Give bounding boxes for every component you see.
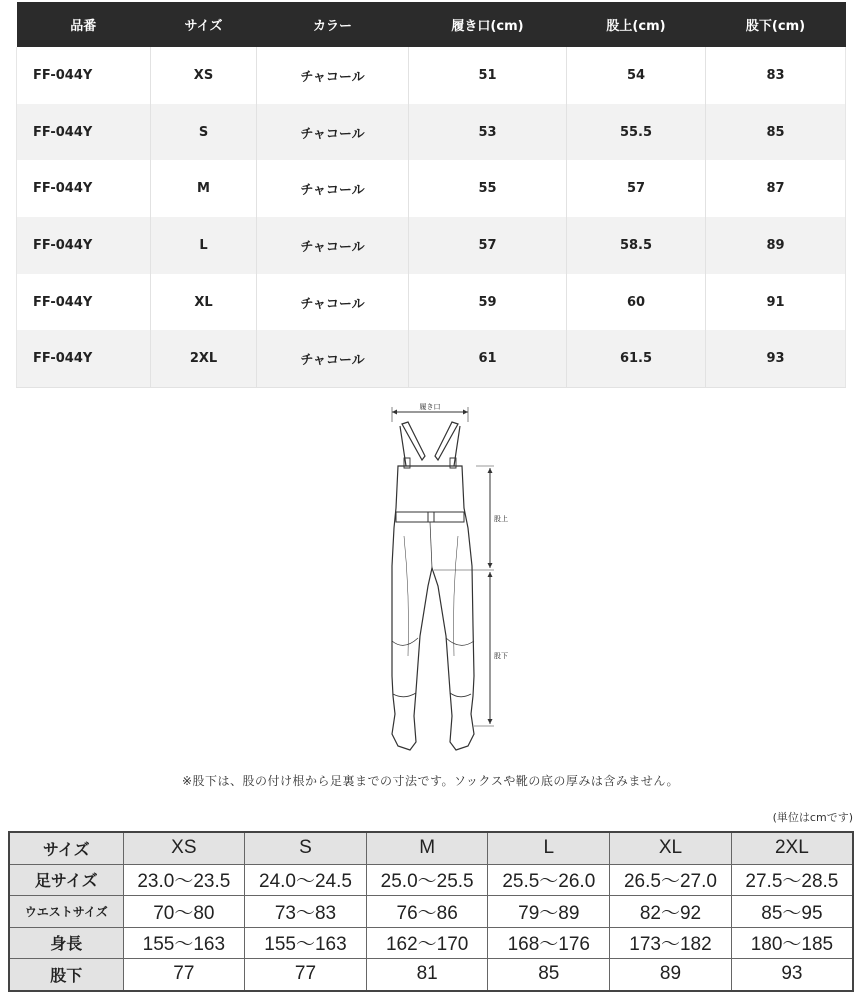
inseam-cell: 85 [706, 104, 846, 161]
size-cell: S [151, 104, 257, 161]
size-cell: XS [151, 47, 257, 104]
rise-cell: 54 [567, 47, 706, 104]
spec-header-opening: 履き口(cm) [409, 2, 567, 47]
color-cell: チャコール [257, 47, 409, 104]
size-cell: XL [151, 274, 257, 331]
opening-cell: 59 [409, 274, 567, 331]
row-label: ウエストサイズ [9, 896, 123, 928]
opening-cell: 51 [409, 47, 567, 104]
inseam-cell: 87 [706, 160, 846, 217]
size-chart-header-row [9, 832, 853, 864]
size-chart-header-label: サイズ [9, 832, 123, 864]
product-code-cell: FF-044Y [17, 104, 151, 161]
color-cell: チャコール [257, 274, 409, 331]
rise-cell: 55.5 [567, 104, 706, 161]
inseam-note: ※股下は、股の付け根から足裏までの寸法です。ソックスや靴の底の厚みは含みません。 [181, 774, 680, 788]
rise-cell: 57 [567, 160, 706, 217]
size-chart-header-l: L [488, 832, 610, 864]
inseam-cell: 83 [706, 47, 846, 104]
value-cell: 25.0～25.5 [366, 864, 488, 896]
size-chart-header-xs: XS [123, 832, 245, 864]
size-chart-header-2xl: 2XL [731, 832, 853, 864]
table-row [17, 274, 846, 331]
value-cell: 82～92 [610, 896, 732, 928]
table-row [17, 47, 846, 104]
value-cell: 24.0～24.5 [245, 864, 367, 896]
table-row [17, 160, 846, 217]
rise-cell: 58.5 [567, 217, 706, 274]
value-cell: 89 [610, 959, 732, 991]
value-cell: 27.5～28.5 [731, 864, 853, 896]
product-code-cell: FF-044Y [17, 330, 151, 387]
size-chart-table [8, 831, 854, 992]
value-cell: 81 [366, 959, 488, 991]
value-cell: 180～185 [731, 927, 853, 959]
color-cell: チャコール [257, 104, 409, 161]
opening-cell: 57 [409, 217, 567, 274]
spec-table [16, 2, 846, 388]
product-code-cell: FF-044Y [17, 217, 151, 274]
inseam-label: 股下 [494, 652, 508, 660]
value-cell: 76～86 [366, 896, 488, 928]
table-row [17, 104, 846, 161]
foot-size-row [9, 864, 853, 896]
table-row [17, 217, 846, 274]
wader-body-outline [392, 466, 474, 750]
height-row [9, 927, 853, 959]
table-row [17, 330, 846, 387]
spec-header-inseam: 股下(cm) [706, 2, 846, 47]
opening-cell: 61 [409, 330, 567, 387]
value-cell: 162～170 [366, 927, 488, 959]
color-cell: チャコール [257, 160, 409, 217]
suspender-straps [402, 422, 458, 460]
wader-belt [396, 512, 464, 522]
value-cell: 25.5～26.0 [488, 864, 610, 896]
value-cell: 23.0～23.5 [123, 864, 245, 896]
size-chart-header-xl: XL [610, 832, 732, 864]
inseam-row [9, 959, 853, 991]
value-cell: 70～80 [123, 896, 245, 928]
size-cell: M [151, 160, 257, 217]
size-cell: L [151, 217, 257, 274]
value-cell: 173～182 [610, 927, 732, 959]
size-chart-header-m: M [366, 832, 488, 864]
color-cell: チャコール [257, 217, 409, 274]
wader-measurement-diagram [370, 396, 520, 760]
value-cell: 73～83 [245, 896, 367, 928]
row-label: 足サイズ [9, 864, 123, 896]
product-code-cell: FF-044Y [17, 274, 151, 331]
inseam-cell: 89 [706, 217, 846, 274]
rise-cell: 60 [567, 274, 706, 331]
rise-label: 股上 [494, 515, 508, 523]
size-cell: 2XL [151, 330, 257, 387]
spec-header-size: サイズ [151, 2, 257, 47]
value-cell: 79～89 [488, 896, 610, 928]
opening-cell: 53 [409, 104, 567, 161]
value-cell: 168～176 [488, 927, 610, 959]
value-cell: 85 [488, 959, 610, 991]
product-code-cell: FF-044Y [17, 160, 151, 217]
color-cell: チャコール [257, 330, 409, 387]
value-cell: 77 [245, 959, 367, 991]
value-cell: 155～163 [245, 927, 367, 959]
value-cell: 93 [731, 959, 853, 991]
value-cell: 26.5～27.0 [610, 864, 732, 896]
spec-header-row [17, 2, 846, 47]
inseam-cell: 91 [706, 274, 846, 331]
value-cell: 155～163 [123, 927, 245, 959]
spec-header-product-code: 品番 [17, 2, 151, 47]
opening-cell: 55 [409, 160, 567, 217]
opening-label: 履き口 [419, 403, 441, 411]
product-code-cell: FF-044Y [17, 47, 151, 104]
row-label: 股下 [9, 959, 123, 991]
size-chart-header-s: S [245, 832, 367, 864]
value-cell: 77 [123, 959, 245, 991]
spec-header-color: カラー [257, 2, 409, 47]
row-label: 身長 [9, 927, 123, 959]
value-cell: 85～95 [731, 896, 853, 928]
waist-size-row [9, 896, 853, 928]
unit-note: (単位はcmです) [772, 811, 853, 824]
rise-cell: 61.5 [567, 330, 706, 387]
spec-header-rise: 股上(cm) [567, 2, 706, 47]
inseam-cell: 93 [706, 330, 846, 387]
